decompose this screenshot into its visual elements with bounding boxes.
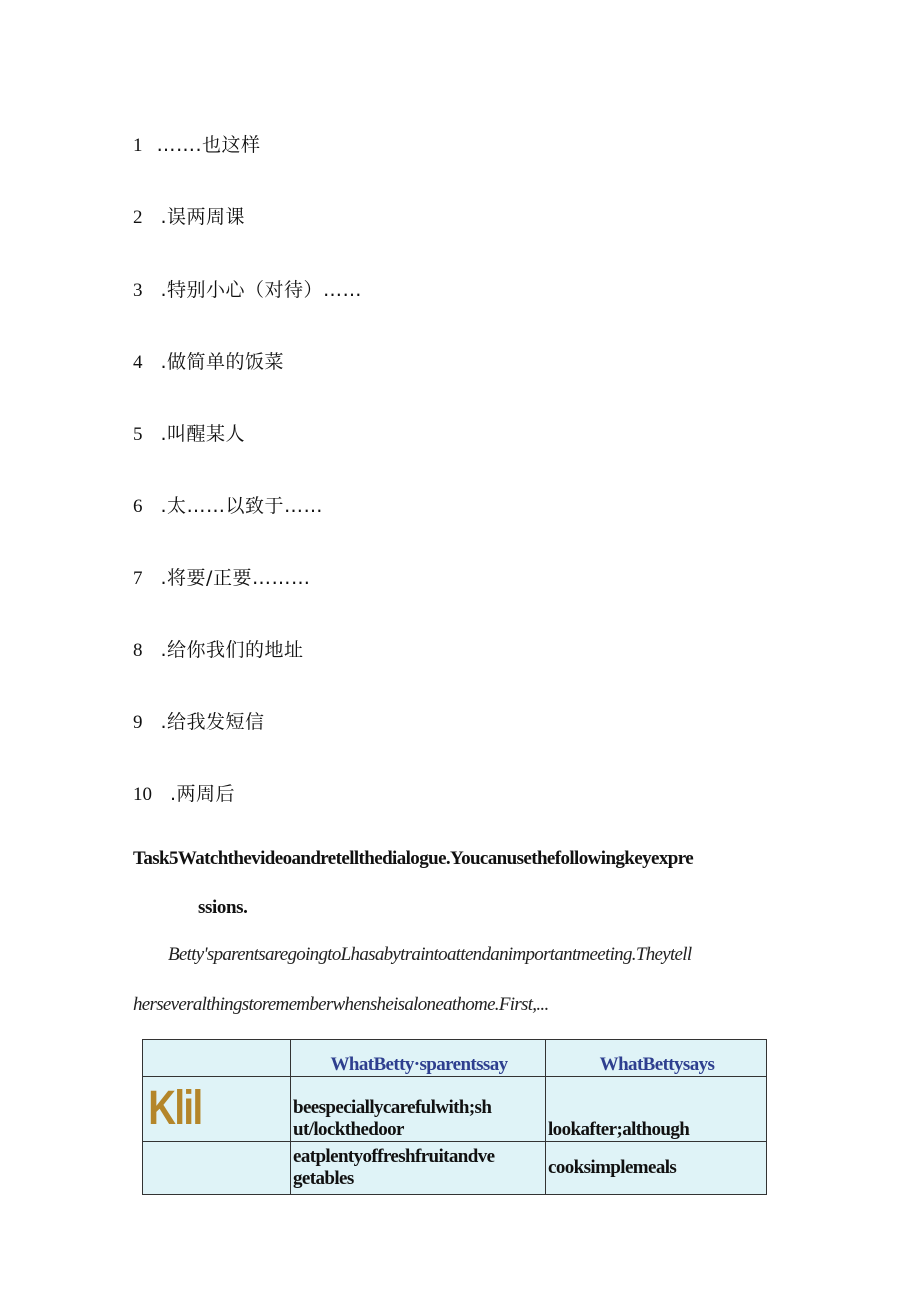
header-cell-parents: WhatBetty·sparentssay	[291, 1040, 546, 1077]
item-number: 3	[133, 280, 143, 301]
item-number: 9	[133, 712, 143, 733]
item-number: 2	[133, 207, 143, 228]
task-heading-continued: ssions.	[198, 897, 248, 918]
table-cell: lookafter;although	[546, 1077, 767, 1142]
paragraph-line-2: herseveralthingstorememberwhensheisaloneathome.First,...	[133, 994, 549, 1015]
item-number: 5	[133, 424, 143, 445]
cell-line: beespeciallycarefulwith;sh	[293, 1097, 492, 1118]
item-number: 1	[133, 135, 143, 156]
item-text: .特别小心（对待）……	[160, 279, 363, 301]
logo-cell	[143, 1077, 291, 1142]
list-item-4	[133, 350, 284, 375]
table-row	[143, 1077, 767, 1142]
item-text: .给我发短信	[160, 711, 265, 733]
paragraph-line-1: Betty'sparentsaregoingtoLhasabytraintoattendanimportantmeeting.Theytell	[168, 944, 692, 965]
item-text: .太……以致于……	[160, 495, 324, 517]
list-item-6	[133, 494, 323, 519]
task-heading: Task5Watchthevideoandretellthedialogue.Youcanusethefollowingkeyexpre	[133, 848, 694, 869]
expressions-table	[142, 1039, 767, 1195]
item-text: .叫醒某人	[160, 423, 246, 445]
table-cell: cooksimplemeals	[546, 1142, 767, 1195]
item-number: 7	[133, 568, 143, 589]
list-item-7	[133, 566, 310, 591]
item-text: .将要/正要………	[160, 567, 311, 589]
header-cell-empty	[143, 1040, 291, 1077]
table-cell	[291, 1142, 546, 1195]
table-cell	[143, 1142, 291, 1195]
item-text: .给你我们的地址	[160, 639, 304, 661]
table-cell	[291, 1077, 546, 1142]
cell-line: eatplentyoffreshfruitandve	[293, 1146, 495, 1167]
list-item-2	[133, 205, 245, 230]
table-row	[143, 1142, 767, 1195]
header-cell-betty: WhatBettysays	[546, 1040, 767, 1077]
cell-line: getables	[293, 1168, 354, 1189]
item-text: .两周后	[170, 783, 236, 805]
list-item-8	[133, 638, 304, 663]
list-item-5	[133, 422, 245, 447]
list-item-10	[133, 782, 235, 807]
item-text: …….也这样	[156, 134, 261, 156]
table-header-row	[143, 1040, 767, 1077]
item-number: 10	[133, 784, 152, 805]
item-number: 8	[133, 640, 143, 661]
list-item-1	[133, 133, 261, 158]
item-number: 4	[133, 352, 143, 373]
logo-image: Klil	[148, 1082, 202, 1135]
item-text: .做简单的饭菜	[160, 351, 285, 373]
item-number: 6	[133, 496, 143, 517]
list-item-3	[133, 278, 362, 303]
item-text: .误两周课	[160, 206, 246, 228]
cell-line: ut/lockthedoor	[293, 1119, 404, 1140]
list-item-9	[133, 710, 265, 735]
